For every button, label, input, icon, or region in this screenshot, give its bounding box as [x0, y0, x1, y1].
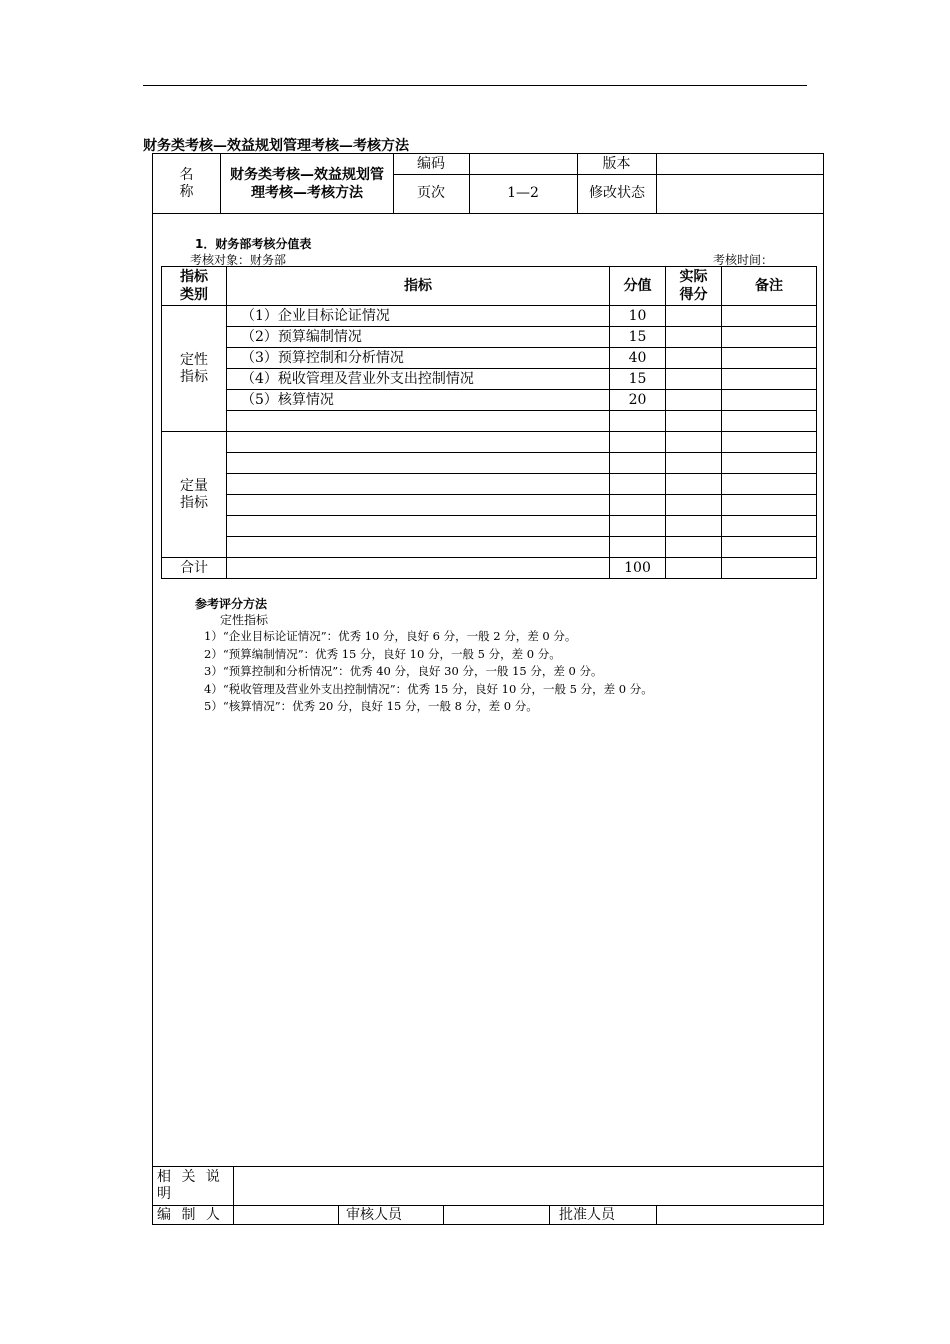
table-row	[162, 327, 817, 348]
author-value[interactable]	[233, 1205, 338, 1225]
actual-score-cell[interactable]	[666, 495, 722, 516]
table-row	[162, 369, 817, 390]
indicator-cell[interactable]	[227, 537, 610, 558]
method-rule: 5）“核算情况”：优秀 20 分，良好 15 分，一般 8 分，差 0 分。	[204, 699, 538, 713]
version-label: 版本	[602, 155, 631, 172]
notes-value[interactable]	[233, 1166, 824, 1205]
actual-score-cell[interactable]	[666, 369, 722, 390]
score-cell[interactable]	[610, 411, 666, 432]
code-label: 编码	[417, 155, 445, 172]
actual-score-cell[interactable]	[666, 327, 722, 348]
remark-cell[interactable]	[722, 369, 817, 390]
score-cell[interactable]	[610, 453, 666, 474]
method-subtitle: 定性指标	[220, 613, 269, 627]
header-category: 指标类别	[162, 267, 227, 306]
indicator-cell: （3）预算控制和分析情况	[227, 348, 610, 369]
total-indicator-cell	[227, 558, 610, 579]
indicator-cell[interactable]	[227, 495, 610, 516]
section-title: 1．财务部考核分值表	[195, 237, 312, 251]
score-table	[161, 266, 817, 579]
approver-value[interactable]	[656, 1205, 824, 1225]
actual-score-cell[interactable]	[666, 432, 722, 453]
remark-cell[interactable]	[722, 432, 817, 453]
score-cell: 20	[610, 390, 666, 411]
score-cell: 40	[610, 348, 666, 369]
method-rule: 3）“预算控制和分析情况”：优秀 40 分，良好 30 分，一般 15 分，差 0 分。	[204, 664, 603, 678]
document-title: 财务类考核—效益规划管理考核—考核方法	[143, 138, 409, 154]
actual-score-cell[interactable]	[666, 348, 722, 369]
remark-cell[interactable]	[722, 390, 817, 411]
method-rule: 4）“税收管理及营业外支出控制情况”：优秀 15 分，良好 10 分，一般 5 分，差 0 分。	[204, 682, 653, 696]
score-cell[interactable]	[610, 516, 666, 537]
remark-cell[interactable]	[722, 411, 817, 432]
total-label: 合计	[162, 558, 227, 579]
total-score: 100	[610, 558, 666, 579]
version-value[interactable]	[656, 154, 824, 174]
header-rule	[143, 85, 807, 86]
remark-cell[interactable]	[722, 453, 817, 474]
header-indicator: 指标	[227, 267, 610, 306]
score-cell[interactable]	[610, 495, 666, 516]
page-value: 1—2	[507, 185, 539, 201]
code-value[interactable]	[469, 154, 577, 174]
indicator-cell: （1）企业目标论证情况	[227, 306, 610, 327]
score-cell: 15	[610, 369, 666, 390]
indicator-cell[interactable]	[227, 516, 610, 537]
remark-cell[interactable]	[722, 516, 817, 537]
remark-cell[interactable]	[722, 537, 817, 558]
header-score: 分值	[610, 267, 666, 306]
assessment-target: 考核对象：财务部	[190, 253, 287, 267]
notes-label: 相 关 说 明	[157, 1168, 223, 1202]
score-cell[interactable]	[610, 537, 666, 558]
table-row	[162, 348, 817, 369]
indicator-cell[interactable]	[227, 474, 610, 495]
revision-label: 修改状态	[589, 185, 645, 201]
reviewer-value[interactable]	[443, 1205, 549, 1225]
actual-score-cell[interactable]	[666, 411, 722, 432]
table-row	[162, 411, 817, 432]
remark-cell[interactable]	[722, 327, 817, 348]
header-remark: 备注	[722, 267, 817, 306]
reviewer-label: 审核人员	[346, 1206, 402, 1223]
table-row	[162, 516, 817, 537]
qualitative-category: 定性指标	[162, 306, 227, 432]
table-row	[162, 495, 817, 516]
indicator-cell: （2）预算编制情况	[227, 327, 610, 348]
score-cell[interactable]	[610, 432, 666, 453]
table-header-row	[162, 267, 817, 306]
indicator-cell: （5）核算情况	[227, 390, 610, 411]
total-remark-cell[interactable]	[722, 558, 817, 579]
assessment-time: 考核时间：	[713, 253, 774, 267]
page-label: 页次	[417, 185, 445, 201]
actual-score-cell[interactable]	[666, 306, 722, 327]
approver-label: 批准人员	[559, 1206, 615, 1223]
remark-cell[interactable]	[722, 348, 817, 369]
score-cell: 15	[610, 327, 666, 348]
total-actual-cell[interactable]	[666, 558, 722, 579]
total-row	[162, 558, 817, 579]
actual-score-cell[interactable]	[666, 516, 722, 537]
header-actual: 实际得分	[666, 267, 722, 306]
score-cell[interactable]	[610, 474, 666, 495]
table-row	[162, 390, 817, 411]
method-title: 参考评分方法	[195, 597, 268, 611]
author-label: 编 制 人	[157, 1206, 223, 1223]
remark-cell[interactable]	[722, 495, 817, 516]
revision-value[interactable]	[656, 174, 824, 213]
remark-cell[interactable]	[722, 474, 817, 495]
table-row	[162, 474, 817, 495]
method-rule: 2）“预算编制情况”：优秀 15 分，良好 10 分，一般 5 分，差 0 分。	[204, 647, 561, 661]
table-row	[162, 432, 817, 453]
score-cell: 10	[610, 306, 666, 327]
indicator-cell[interactable]	[227, 432, 610, 453]
remark-cell[interactable]	[722, 306, 817, 327]
quantitative-category: 定量指标	[162, 432, 227, 558]
table-row	[162, 453, 817, 474]
actual-score-cell[interactable]	[666, 453, 722, 474]
indicator-cell[interactable]	[227, 411, 610, 432]
name-value: 财务类考核—效益规划管理考核—考核方法	[230, 167, 384, 201]
actual-score-cell[interactable]	[666, 474, 722, 495]
actual-score-cell[interactable]	[666, 537, 722, 558]
indicator-cell[interactable]	[227, 453, 610, 474]
actual-score-cell[interactable]	[666, 390, 722, 411]
indicator-cell: （4）税收管理及营业外支出控制情况	[227, 369, 610, 390]
table-row	[162, 306, 817, 327]
name-label: 名 称	[179, 166, 194, 200]
table-row	[162, 537, 817, 558]
method-rule: 1）“企业目标论证情况”：优秀 10 分，良好 6 分，一般 2 分，差 0 分。	[204, 629, 577, 643]
